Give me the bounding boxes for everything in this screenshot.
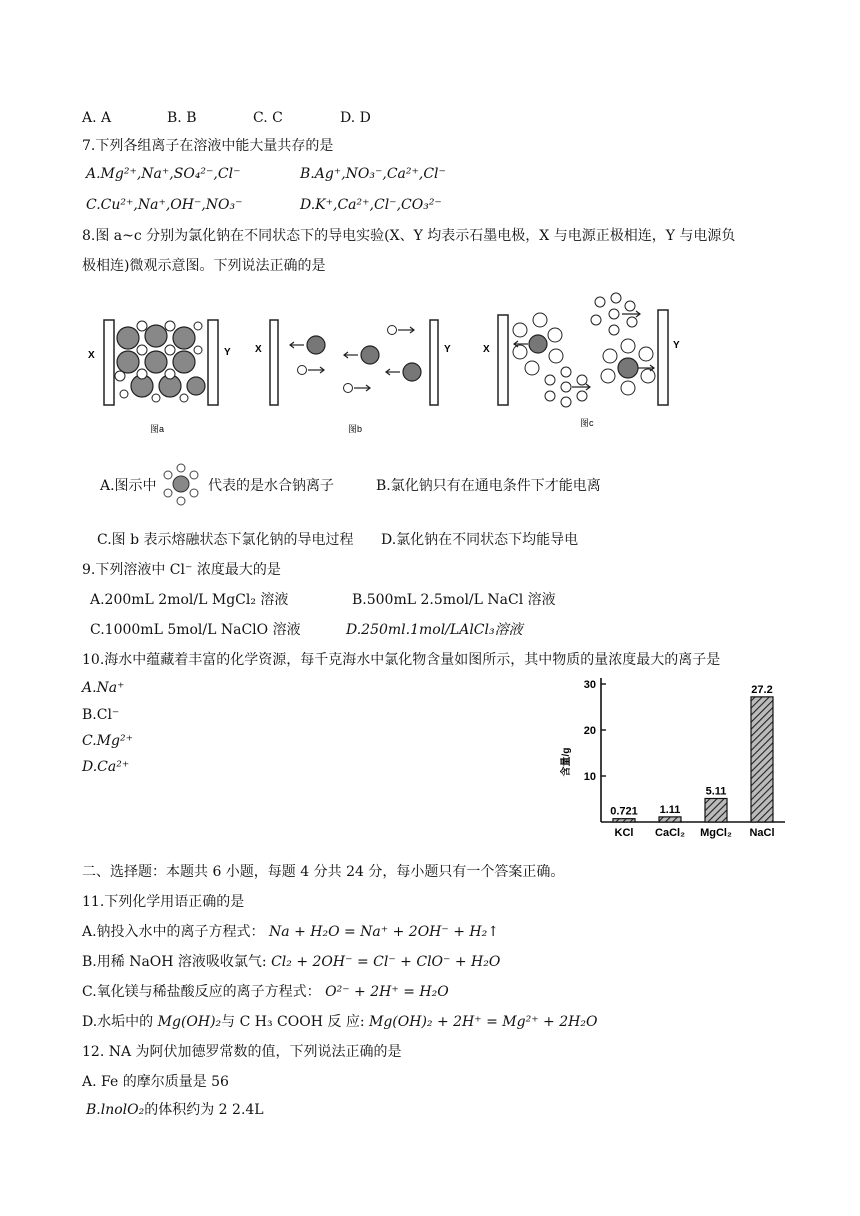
chart-category-label: CaCl₂ xyxy=(655,827,685,839)
chart-bar-1 xyxy=(659,817,681,822)
q7-option-b: B.Ag⁺,NO₃⁻,Ca²⁺,Cl⁻ xyxy=(300,166,446,182)
fig-c-caption: 图c xyxy=(580,418,594,428)
fig-b-caption: 图b xyxy=(348,424,363,434)
q7-option-d: D.K⁺,Ca²⁺,Cl⁻,CO₃²⁻ xyxy=(300,197,442,213)
fig-a-x-label: X xyxy=(88,350,95,361)
q9-option-a: A.200mL 2mol/L MgCl₂ 溶液 xyxy=(90,592,289,608)
chart-bar-0 xyxy=(613,819,635,822)
q6-option-b: B. B xyxy=(167,110,197,126)
q11-option-a-text: A.钠投入水中的离子方程式： xyxy=(82,924,265,940)
chart-value-label: 27.2 xyxy=(751,683,773,696)
q6-option-c: C. C xyxy=(253,110,283,126)
q10-option-a: A.Na⁺ xyxy=(82,680,125,696)
q11-option-c-text: C.氧化镁与稀盐酸反应的离子方程式： xyxy=(82,984,321,1000)
q10-option-c: C.Mg²⁺ xyxy=(82,733,133,749)
chart-ylabel: 含量/g xyxy=(561,747,572,777)
q7-stem: 7.下列各组离子在溶液中能大量共存的是 xyxy=(82,138,334,154)
q6-option-a: A. A xyxy=(82,110,112,126)
chart-bar-2 xyxy=(705,798,727,822)
figure-a xyxy=(88,320,231,434)
q6-option-d: D. D xyxy=(340,110,371,126)
q10-option-d: D.Ca²⁺ xyxy=(82,759,130,775)
q8-stem-line1: 8.图 a~c 分别为氯化钠在不同状态下的导电实验(X、Y 均表示石墨电极，X 与电源正极相连，Y 与电源负 xyxy=(82,228,736,244)
q12-option-a: A. Fe 的摩尔质量是 56 xyxy=(82,1074,229,1090)
q8-option-a-pre: A.图示中 xyxy=(100,478,157,494)
q8-option-c: C.图 b 表示熔融状态下氯化钠的导电过程 xyxy=(97,532,354,548)
q11-option-c-equation: O²⁻ + 2H⁺ = H₂O xyxy=(325,984,449,1000)
fig-b-y-label: Y xyxy=(444,344,451,355)
chart-category-label: MgCl₂ xyxy=(700,827,732,839)
q11-option-b-equation: Cl₂ + 2OH⁻ = Cl⁻ + ClO⁻ + H₂O xyxy=(271,954,501,970)
chart-bar-3 xyxy=(751,697,773,822)
q11-option-d-equation1: Mg(OH)₂ xyxy=(157,1014,222,1030)
q9-option-c: C.1000mL 5mol/L NaClO 溶液 xyxy=(90,622,301,638)
fig-a-y-label: Y xyxy=(224,347,231,358)
q11-option-d-text2: 与 C H₃ COOH 反 应: xyxy=(221,1014,369,1030)
q7-option-a: A.Mg²⁺,Na⁺,SO₄²⁻,Cl⁻ xyxy=(86,166,241,182)
q7-option-c: C.Cu²⁺,Na⁺,OH⁻,NO₃⁻ xyxy=(86,197,243,213)
q11-option-d-text1: D.水垢中的 xyxy=(82,1014,158,1030)
q12-stem: 12. NA 为阿伏加德罗常数的值，下列说法正确的是 xyxy=(82,1044,402,1060)
q9-stem: 9.下列溶液中 Cl⁻ 浓度最大的是 xyxy=(82,562,281,578)
chart-value-label: 0.721 xyxy=(610,805,638,818)
q8-figures xyxy=(80,290,720,440)
q12-option-b-text: 的体积约为 2 2.4L xyxy=(144,1102,264,1118)
q11-option-a-equation: Na + H₂O = Na⁺ + 2OH⁻ + H₂↑ xyxy=(269,924,499,940)
chart-y-tick-label: 30 xyxy=(583,679,596,691)
section-2-header: 二、选择题：本题共 6 小题，每题 4 分共 24 分，每小题只有一个答案正确。 xyxy=(82,864,565,880)
fig-c-y-label: Y xyxy=(673,340,680,351)
chart-y-tick-label: 10 xyxy=(583,771,596,783)
figure-b xyxy=(255,320,451,434)
hydrated-sodium-ion-icon xyxy=(158,462,204,508)
q11-option-a xyxy=(82,922,499,942)
q10-option-b: B.Cl⁻ xyxy=(82,707,120,723)
q9-option-d: D.250ml.1mol/LAlCl₃溶液 xyxy=(346,622,523,638)
fig-b-x-label: X xyxy=(255,344,262,355)
q8-option-b: B.氯化钠只有在通电条件下才能电离 xyxy=(376,478,601,494)
q12-option-b-equation: B.lnolO₂ xyxy=(86,1102,145,1118)
fig-a-caption: 图a xyxy=(150,424,165,434)
q8-option-d: D.氯化钠在不同状态下均能导电 xyxy=(381,532,579,548)
q8-stem-line2: 极相连)微观示意图。下列说法正确的是 xyxy=(82,258,326,274)
fig-c-x-label: X xyxy=(483,344,490,355)
figure-c xyxy=(483,293,680,428)
chart-category-label: NaCl xyxy=(749,827,775,839)
q11-option-b-text: B.用稀 NaOH 溶液吸收氯气: xyxy=(82,954,272,970)
chloride-content-chart xyxy=(555,670,795,845)
q11-option-d-equation2: Mg(OH)₂ + 2H⁺ = Mg²⁺ + 2H₂O xyxy=(369,1014,598,1030)
chart-category-label: KCl xyxy=(614,827,634,839)
q8-option-a-post: 代表的是水合钠离子 xyxy=(208,478,334,494)
q9-option-b: B.500mL 2.5mol/L NaCl 溶液 xyxy=(352,592,556,608)
q11-option-d xyxy=(82,1012,597,1032)
q11-option-c xyxy=(82,982,449,1002)
q11-option-b xyxy=(82,952,500,972)
q12-option-b xyxy=(86,1100,264,1120)
chart-value-label: 1.11 xyxy=(659,803,681,816)
q11-stem: 11.下列化学用语正确的是 xyxy=(82,894,245,910)
chart-y-tick-label: 20 xyxy=(583,725,596,737)
q10-stem: 10.海水中蕴藏着丰富的化学资源，每千克海水中氯化物含量如图所示，其中物质的量浓度最大的离子是 xyxy=(82,652,721,668)
chart-value-label: 5.11 xyxy=(705,785,727,798)
